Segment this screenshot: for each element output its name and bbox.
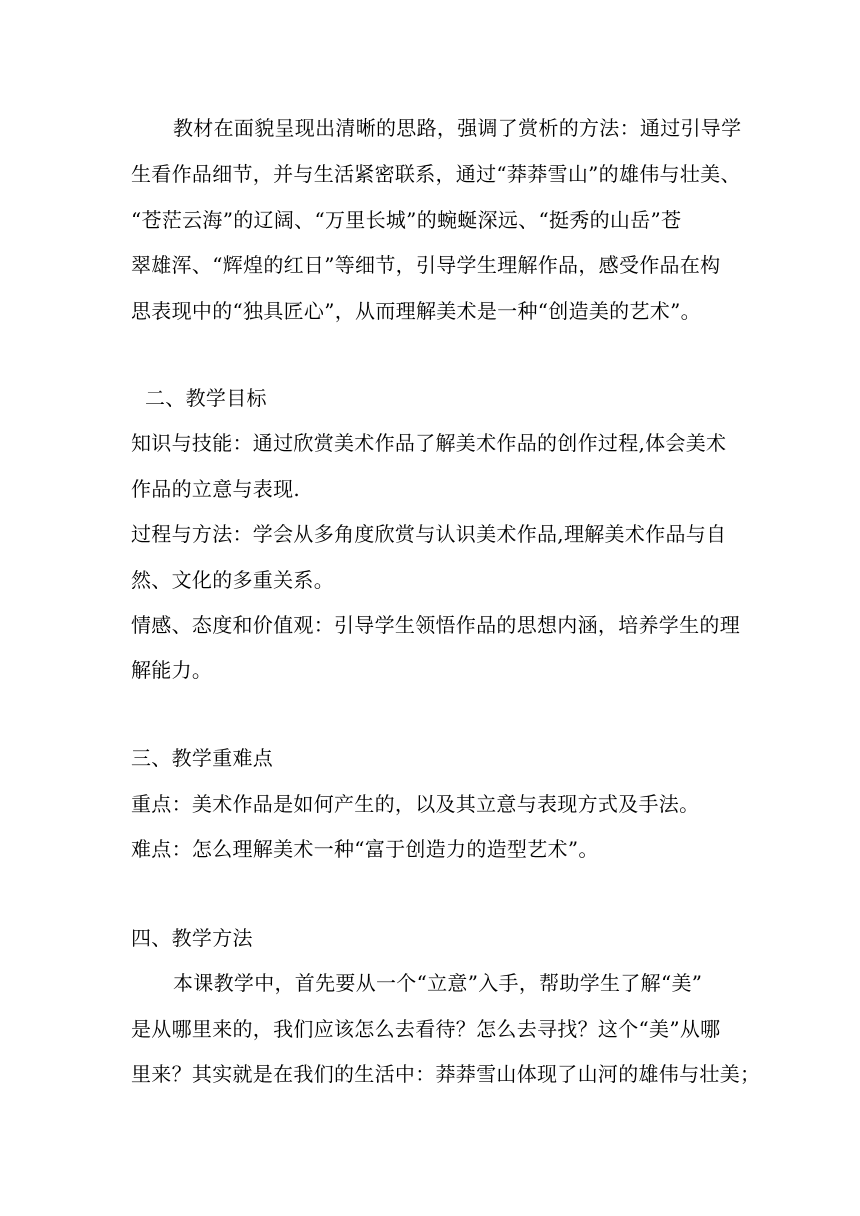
goals-line-1: 知识与技能：通过欣赏美术作品了解美术作品的创作过程,体会美术 xyxy=(131,431,727,455)
section-heading-goals: 二、教学目标 xyxy=(145,386,267,410)
goals-line-3: 过程与方法：学会从多角度欣赏与认识美术作品,理解美术作品与自 xyxy=(131,522,727,546)
methods-line-2: 是从哪里来的，我们应该怎么去看待？怎么去寻找？这个“美”从哪 xyxy=(131,1017,721,1041)
section-heading-key-points: 三、教学重难点 xyxy=(131,746,274,770)
intro-line-3: “苍茫云海”的辽阔、“万里长城”的蜿蜒深远、“挺秀的山岳”苍 xyxy=(131,208,682,232)
goals-line-4: 然、文化的多重关系。 xyxy=(131,568,334,592)
goals-line-5: 情感、态度和价值观：引导学生领悟作品的思想内涵，培养学生的理 xyxy=(131,613,740,637)
intro-line-4: 翠雄浑、“辉煌的红日”等细节，引导学生理解作品，感受作品在构 xyxy=(131,253,721,277)
goals-line-6: 解能力。 xyxy=(131,658,213,682)
difficult-point-line: 难点：怎么理解美术一种“富于创造力的造型艺术”。 xyxy=(131,837,599,861)
intro-line-5: 思表现中的“独具匠心”，从而理解美术是一种“创造美的艺术”。 xyxy=(131,299,701,323)
goals-line-2: 作品的立意与表现. xyxy=(131,477,301,501)
key-point-line: 重点：美术作品是如何产生的，以及其立意与表现方式及手法。 xyxy=(131,792,700,816)
methods-line-3: 里来？其实就是在我们的生活中：莽莽雪山体现了山河的雄伟与壮美； xyxy=(131,1062,761,1086)
methods-line-1: 本课教学中，首先要从一个“立意”入手，帮助学生了解“美” xyxy=(173,971,703,995)
section-heading-methods: 四、教学方法 xyxy=(131,926,253,950)
intro-line-1: 教材在面貌呈现出清晰的思路，强调了赏析的方法：通过引导学 xyxy=(173,116,742,140)
intro-line-2: 生看作品细节，并与生活紧密联系，通过“莽莽雪山”的雄伟与壮美、 xyxy=(131,162,741,186)
